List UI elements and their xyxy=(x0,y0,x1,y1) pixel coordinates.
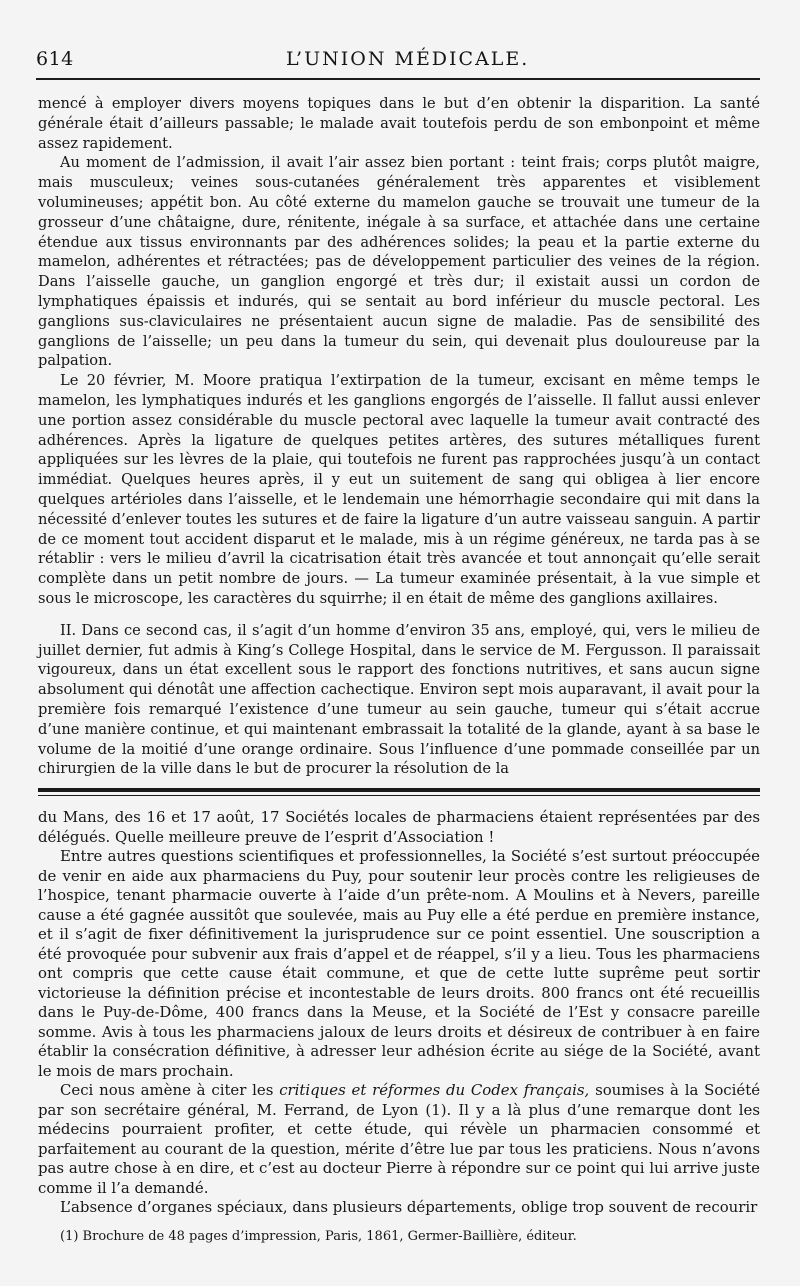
text-run: soumises à la Société par son secrétaire général, M. Ferrand, de Lyon (1). Il y a là plus d’une remarque dont les médecins pourraient profiter, et cette étude, qui révèle un pharmacien consommé et parfaitement au courant de la question, mérite d’être lue par tous les praticiens. Nous n’avons pas autre chose à en dire, et c’est au docteur Pierre à répondre sur ce point qui lui arrive juste comme il l’a demandé. xyxy=(38,1081,761,1197)
header-rule xyxy=(36,78,760,80)
divider-rule-thin xyxy=(38,795,760,796)
paragraph: du Mans, des 16 et 17 août, 17 Sociétés locales de pharmaciens étaient représentées par des délégués. Quelle meilleure preuve de l’esprit d’Association ! xyxy=(38,808,760,846)
paragraph: Au moment de l’admission, il avait l’air assez bien portant : teint frais; corps plutôt maigre, mais musculeux; veines sous-cutanées généralement très apparentes et visiblement volumineuses; appétit bon. Au côté externe du mamelon gauche se trouvait une tumeur de la grosseur d’une châtaigne, dure, rénitente, inégale à sa surface, et attachée dans une certaine étendue aux tissus environnants par des adhérences solides; la peau et la partie externe du mamelon, adhérentes et rétractées; pas de développement particulier des veines de la région. Dans l’aisselle gauche, un ganglion engorgé et très dur; il existait aussi un cordon de lymphatiques épaissis et indurés, qui se sentait au bord inférieur du muscle pectoral. Les ganglions sus-claviculaires ne présentaient aucun signe de maladie. Pas de sensibilité des ganglions de l’aisselle; un peu dans la tumeur du sein, qui devenait plus douloureuse par la palpation. xyxy=(38,154,760,370)
feuilleton-text xyxy=(38,808,760,1218)
paragraph: mencé à employer divers moyens topiques dans le but d’en obtenir la disparition. La santé générale était d’ailleurs passable; le malade avait toutefois perdu de son embonpoint et même assez rapidement. xyxy=(38,95,760,152)
divider-rule-thick xyxy=(38,788,760,792)
running-title: L’UNION MÉDICALE. xyxy=(286,48,530,70)
page-number: 614 xyxy=(36,48,74,70)
paragraph: Entre autres questions scientifiques et professionnelles, la Société s’est surtout préoccupée de venir en aide aux pharmaciens du Puy, pour soutenir leur procès contre les religieuses de l’hospice, tenant pharmacie ouverte à l’aide d’un prête-nom. A Moulins et à Nevers, pareille cause a été gagnée aussitôt que soulevée, mais au Puy elle a été perdue en première instance, et il s’agit de fixer définitivement la jurisprudence sur ce point essentiel. Une souscription a été provoquée pour subvenir aux frais d’appel et de réappel, s’il y a lieu. Tous les pharmaciens ont compris que cette cause était commune, et que de cette lutte suprême peut sortir victorieuse la définition précise et incontestable de leurs droits. 800 francs ont été recueillis dans le Puy-de-Dôme, 400 francs dans la Meuse, et la Société de l’Est y consacre pareille somme. Avis à tous les pharmaciens jaloux de leurs droits et désireux de contribuer à en faire établir la consécration définitive, à adresser leur adhésion écrite au siége de la Société, avant le mois de mars prochain. xyxy=(38,847,760,1080)
paragraph xyxy=(38,1081,760,1198)
section-divider xyxy=(38,788,760,798)
main-article-text xyxy=(38,94,760,779)
paragraph: L’absence d’organes spéciaux, dans plusieurs départements, oblige trop souvent de recourir xyxy=(60,1198,758,1216)
text-run: Ceci nous amène à citer les xyxy=(60,1081,274,1099)
footnote: (1) Brochure de 48 pages d’impression, Paris, 1861, Germer-Baillière, éditeur. xyxy=(60,1229,577,1244)
paragraph: Le 20 février, M. Moore pratiqua l’extirpation de la tumeur, excisant en même temps le mamelon, les lymphatiques indurés et les ganglions engorgés de l’aisselle. Il fallut aussi enlever une portion assez considérable du muscle pectoral avec laquelle la tumeur avait contracté des adhérences. Après la ligature de quelques petites artères, des sutures métalliques furent appliquées sur les lèvres de la plaie, qui toutefois ne furent pas rapprochées jusqu’à un contact immédiat. Quelques heures après, il y eut un suitement de sang qui obligea à lier encore quelques artérioles dans l’aisselle, et le lendemain une hémorrhagie secondaire qui mit dans la nécessité d’enlever toutes les sutures et de faire la ligature d’un autre vaisseau sanguin. A partir de ce moment tout accident disparut et le malade, mis à un régime généreux, ne tarda pas à se rétablir : vers le milieu d’avril la cicatrisation était très avancée et tout annonçait qu’elle serait complète dans un petit nombre de jours. — La tumeur examinée présentait, à la vue simple et sous le microscope, les caractères du squirrhe; il en était de même des ganglions axillaires. xyxy=(38,372,760,607)
italic-title: critiques et réformes du Codex français, xyxy=(279,1081,590,1099)
page-header xyxy=(36,44,760,78)
case-two-paragraph: II. Dans ce second cas, il s’agit d’un homme d’environ 35 ans, employé, qui, vers le milieu de juillet dernier, fut admis à King’s College Hospital, dans le service de M. Fergusson. Il paraissait vigoureux, dans un état excellent sous le rapport des fonctions nutritives, et sans aucun signe absolument qui dénotât une affection cachectique. Environ sept mois auparavant, il avait pour la première fois remarqué l’existence d’une tumeur au sein gauche, tumeur qui s’était accrue d’une manière continue, et qui maintenant embrassait la totalité de la glande, ayant à sa base le volume de la moitié d’une orange ordinaire. Sous l’influence d’une pommade conseillée par un chirurgien de la ville dans le but de procurer la résolution de la xyxy=(38,621,760,778)
